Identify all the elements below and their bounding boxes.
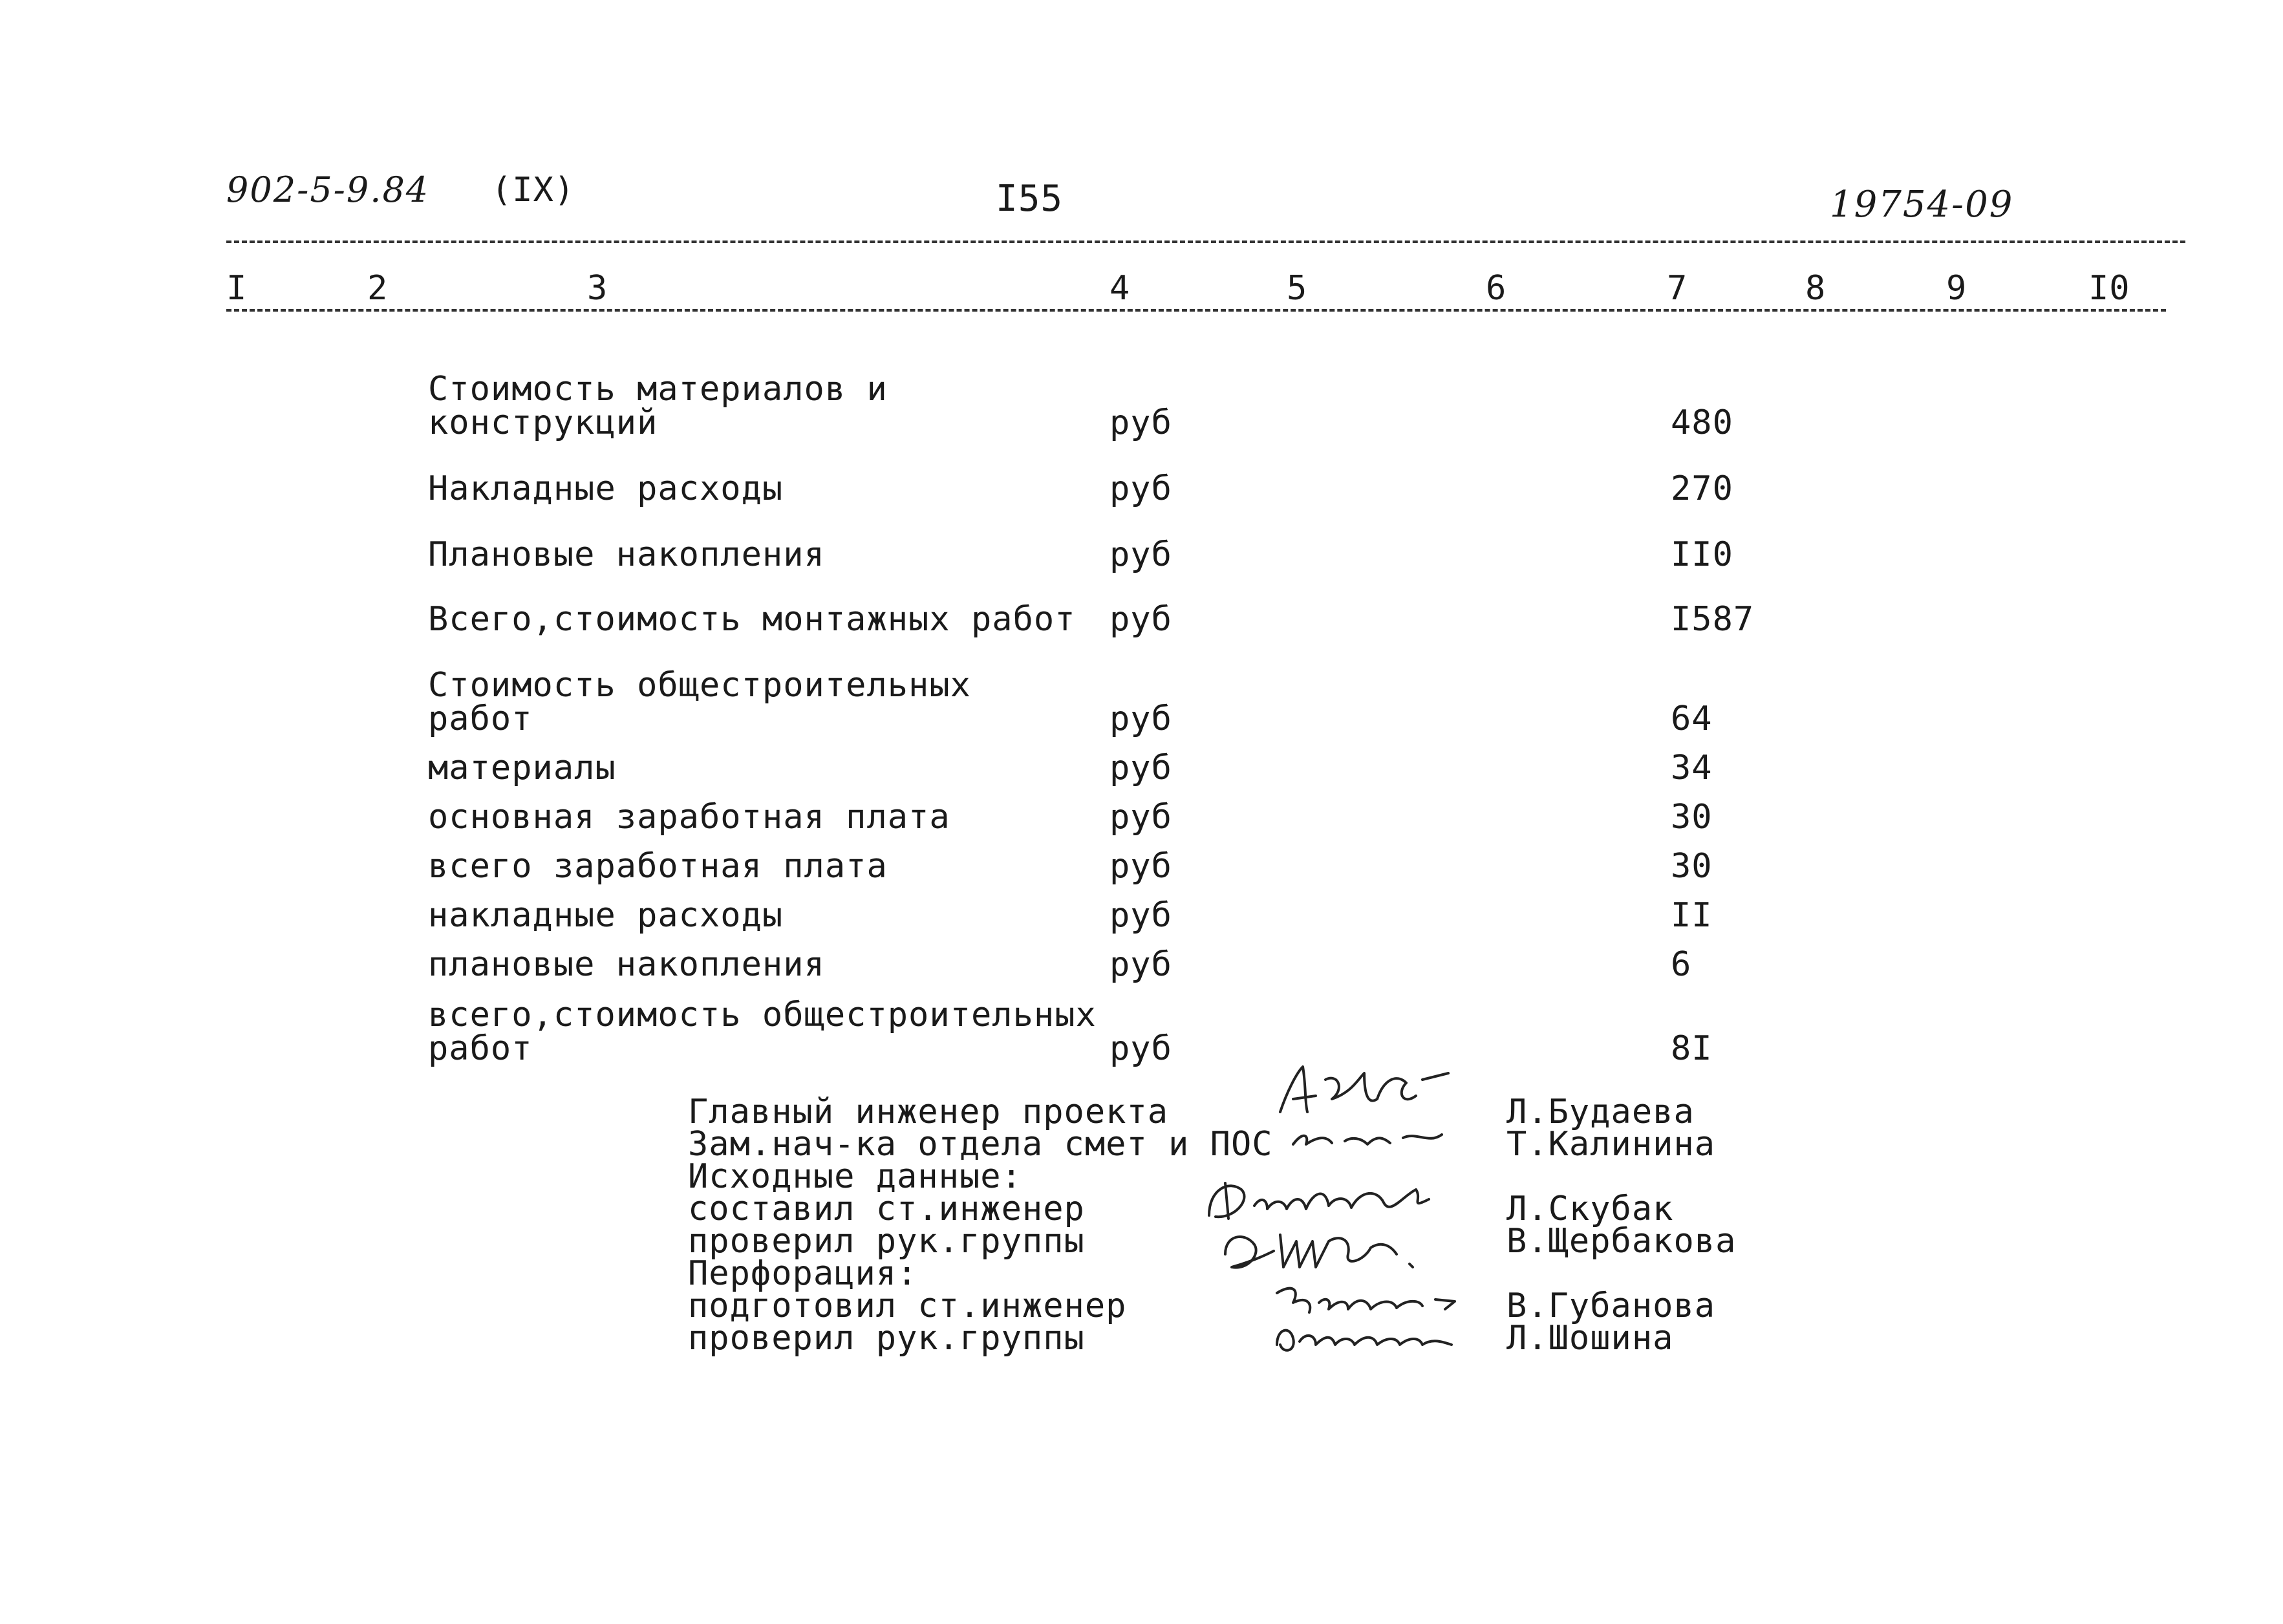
row-label-line1: всего заработная плата: [428, 847, 888, 886]
row-label-line1: Всего,стоимость монтажных работ: [428, 600, 1076, 639]
column-number-3: 3: [587, 269, 608, 308]
row-unit: руб: [1109, 1029, 1172, 1068]
row-label-line2: конструкций: [428, 403, 658, 442]
signature-section-heading: Перфорация:: [688, 1254, 918, 1293]
column-number-6: 6: [1486, 269, 1507, 308]
row-unit: руб: [1109, 535, 1172, 574]
row-value: 30: [1671, 847, 1713, 886]
signatory-name: Т.Калинина: [1506, 1125, 1716, 1164]
signatory-name: Л.Шошина: [1506, 1319, 1674, 1358]
row-value: I587: [1671, 600, 1755, 639]
handwritten-signature-6: [1267, 1312, 1474, 1358]
row-unit: руб: [1109, 403, 1172, 442]
signatory-name: Л.Будаева: [1506, 1093, 1695, 1131]
column-number-9: 9: [1946, 269, 1967, 308]
column-number-5: 5: [1287, 269, 1308, 308]
row-unit: руб: [1109, 469, 1172, 508]
signature-role: составил ст.инженер: [688, 1190, 1085, 1228]
row-value: 8I: [1671, 1029, 1713, 1068]
row-label-line2: работ: [428, 1029, 533, 1068]
signatory-name: В.Губанова: [1506, 1287, 1716, 1325]
row-value: II0: [1671, 535, 1733, 574]
signature-role: проверил рук.группы: [688, 1319, 1085, 1358]
column-number-8: 8: [1805, 269, 1827, 308]
row-value: 270: [1671, 469, 1733, 508]
row-label-line1: материалы: [428, 749, 616, 787]
row-label-line1: Плановые накопления: [428, 535, 825, 574]
row-value: 34: [1671, 749, 1713, 787]
row-value: 6: [1671, 945, 1692, 984]
row-label-line1: Стоимость общестроительных: [428, 666, 971, 705]
column-number-4: 4: [1109, 269, 1131, 308]
column-header-divider: [226, 309, 2166, 312]
row-unit: руб: [1109, 847, 1172, 886]
column-number-2: 2: [367, 269, 389, 308]
row-label-line1: накладные расходы: [428, 896, 784, 935]
row-unit: руб: [1109, 600, 1172, 639]
row-value: II: [1671, 896, 1713, 935]
row-label-line1: Стоимость материалов и: [428, 370, 888, 409]
row-label-line1: всего,стоимость общестроительных: [428, 996, 1097, 1034]
page-number: I55: [996, 178, 1064, 220]
signature-role: Зам.нач-ка отдела смет и ПОС: [688, 1125, 1273, 1164]
row-unit: руб: [1109, 945, 1172, 984]
handwritten-signature-1: [1267, 1054, 1461, 1125]
handwritten-signature-4: [1216, 1215, 1461, 1280]
row-unit: руб: [1109, 798, 1172, 837]
handwritten-signature-2: [1287, 1118, 1455, 1157]
document-code: 902-5-9.84: [226, 169, 430, 210]
header-divider: [226, 240, 2185, 243]
row-label-line1: плановые накопления: [428, 945, 825, 984]
row-unit: руб: [1109, 896, 1172, 935]
row-unit: руб: [1109, 749, 1172, 787]
signature-role: Главный инженер проекта: [688, 1093, 1169, 1131]
document-part: (IX): [491, 171, 575, 209]
signature-role: подготовил ст.инженер: [688, 1287, 1127, 1325]
row-value: 30: [1671, 798, 1713, 837]
column-number-7: 7: [1667, 269, 1688, 308]
column-number-10: I0: [2088, 269, 2130, 308]
row-label-line2: работ: [428, 700, 533, 738]
signatory-name: Л.Скубак: [1506, 1190, 1674, 1228]
row-label-line1: Накладные расходы: [428, 469, 784, 508]
signatory-name: В.Щербакова: [1506, 1222, 1737, 1261]
row-value: 480: [1671, 403, 1733, 442]
row-value: 64: [1671, 700, 1713, 738]
row-label-line1: основная заработная плата: [428, 798, 950, 837]
row-unit: руб: [1109, 700, 1172, 738]
column-number-1: I: [226, 269, 248, 308]
inventory-number: 19754-09: [1830, 184, 2014, 226]
signature-role: проверил рук.группы: [688, 1222, 1085, 1261]
signature-section-heading: Исходные данные:: [688, 1157, 1022, 1196]
